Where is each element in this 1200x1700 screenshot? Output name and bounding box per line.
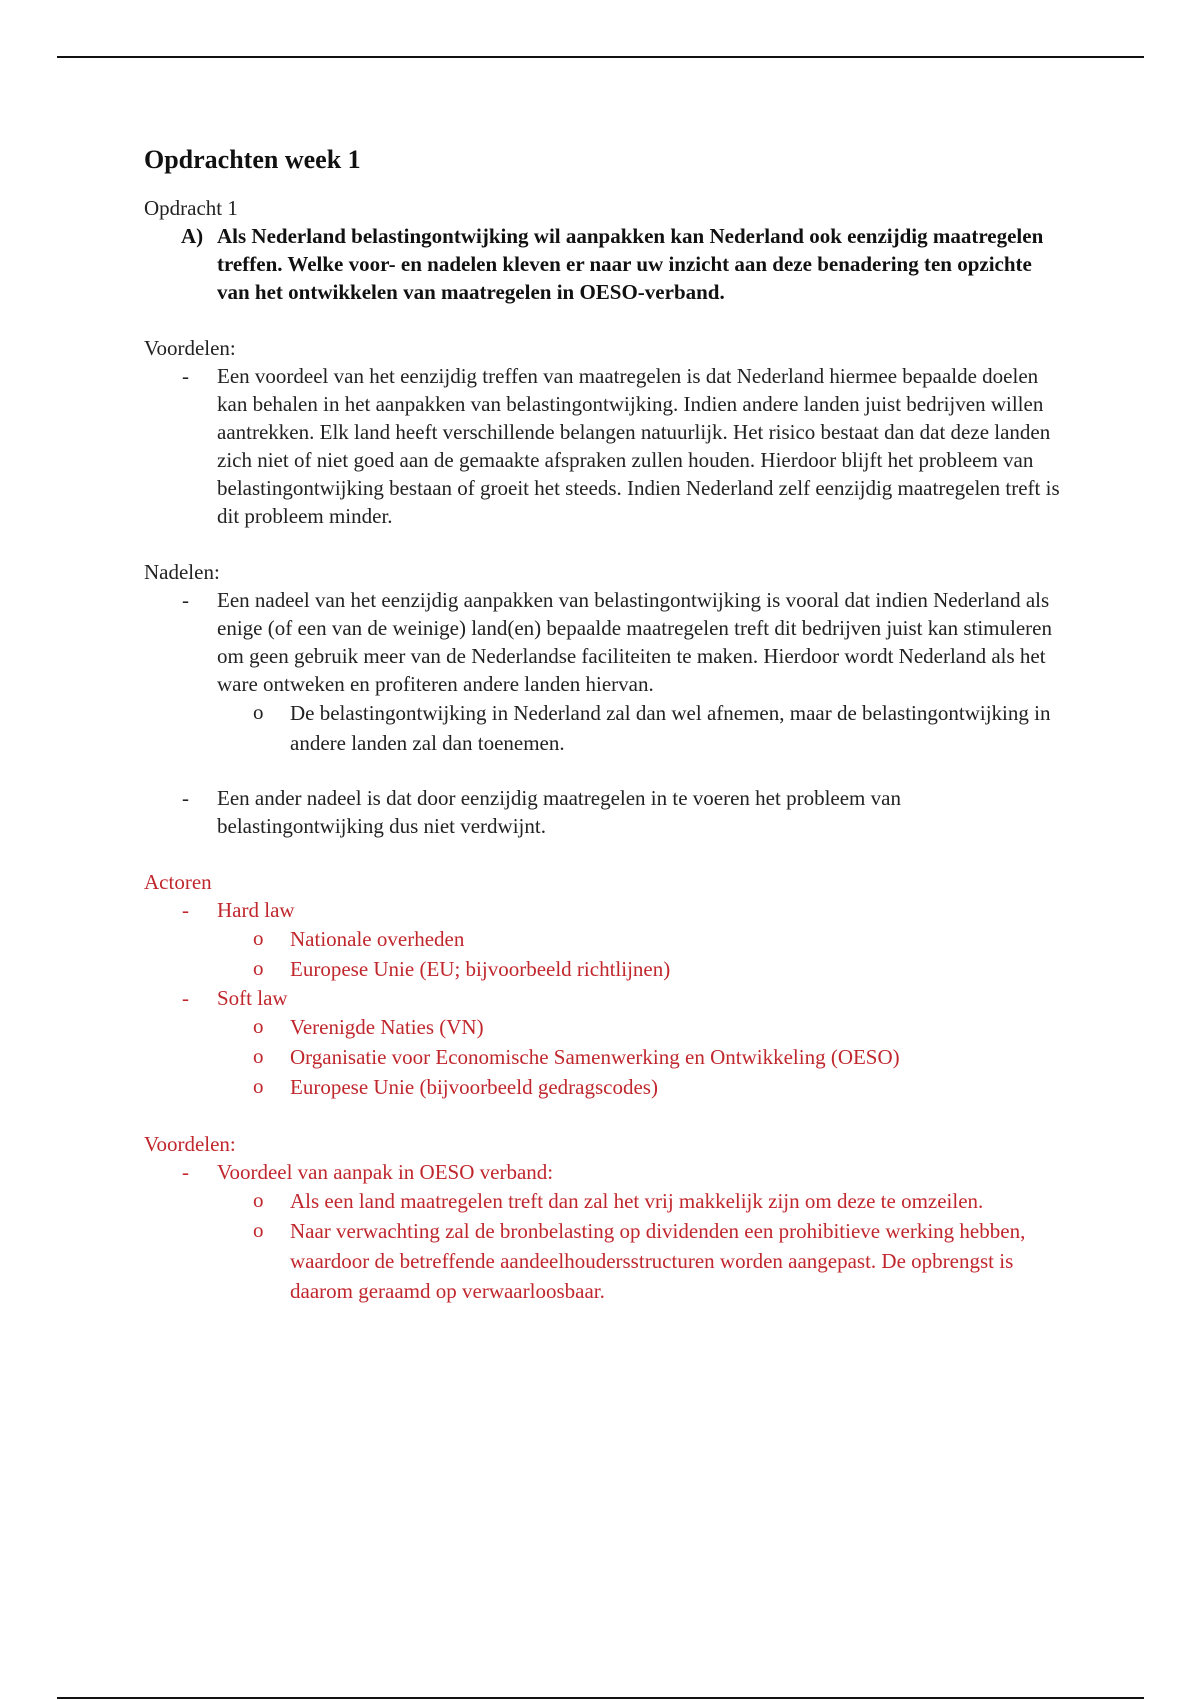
disadvantage-text: Een ander nadeel is dat door eenzijdig maatregelen in te voeren het probleem van belastingontwijking dus niet verdwijnt. [217,786,901,838]
disadvantage-text: Een nadeel van het eenzijdig aanpakken van belastingontwijking is vooral dat indien Nederland als enige (of een van de weinige) land(en) bepaalde maatregelen treft dit bedrijven juist kan stimuleren om geen gebruik meer van de Nederlandse faciliteiten te maken. Hierdoor wordt Nederland als het ware ontweken en profiteren andere landen hiervan. [217,588,1052,696]
dash-bullet: - [182,786,189,810]
actors-heading: Actoren [144,870,212,894]
advantage2-subtext: Als een land maatregelen treft dan zal het vrij makkelijk zijn om deze te omzeilen. [290,1189,984,1213]
actor-text: Verenigde Naties (VN) [290,1015,484,1039]
advantages-heading: Voordelen: [144,336,236,360]
circle-bullet: o [253,1218,264,1242]
list-subitem [144,1216,1064,1306]
advantage2-subtext: Naar verwachting zal de bronbelasting op dividenden een prohibitieve werking hebben, waardoor de betreffende aandeelhoudersstructuren worden aangepast. De opbrengst is daarom geraamd op verwaarloosbaar. [290,1219,1026,1303]
advantage-text: Een voordeel van het eenzijdig treffen van maatregelen is dat Nederland hiermee bepaalde doelen kan behalen in het aanpakken van belastingontwijking. Indien andere landen juist bedrijven willen aantrekken. Elk land heeft verschillende belangen natuurlijk. Het risico bestaat dan dat deze landen zich niet of niet goed aan de gemaakte afspraken zullen houden. Hierdoor blijft het probleem van belastingontwijking bestaan of groeit het steeds. Indien Nederland zelf eenzijdig maatregelen treft is dit probleem minder. [217,364,1060,528]
page-top-rule [57,56,1144,58]
circle-bullet: o [253,700,264,724]
list-subitem [144,924,1064,954]
list-subitem [144,1186,1064,1216]
disadvantages-heading: Nadelen: [144,560,220,584]
actor-text: Europese Unie (bijvoorbeeld gedragscodes) [290,1075,658,1099]
dash-bullet: - [182,588,189,612]
dash-bullet: - [182,898,189,922]
list-subitem [144,1042,1064,1072]
dash-bullet: - [182,364,189,388]
circle-bullet: o [253,1074,264,1098]
question-a [144,222,1064,306]
circle-bullet: o [253,926,264,950]
actor-text: Nationale overheden [290,927,465,951]
list-item [144,784,1064,840]
disadvantage-subtext: De belastingontwijking in Nederland zal dan wel afnemen, maar de belastingontwijking in andere landen zal dan toenemen. [290,701,1051,755]
list-item [144,1158,1064,1186]
circle-bullet: o [253,1044,264,1068]
list-item [144,896,1064,924]
actor-text: Organisatie voor Economische Samenwerking en Ontwikkeling (OESO) [290,1045,900,1069]
question-text: Als Nederland belastingontwijking wil aanpakken kan Nederland ook eenzijdig maatregelen treffen. Welke voor- en nadelen kleven er naar uw inzicht aan deze benadering ten opzichte van het ontwikkelen van maatregelen in OESO-verband. [217,224,1044,304]
list-item [144,984,1064,1012]
question-label: A) [181,224,204,248]
list-item [144,586,1064,698]
dash-bullet: - [182,986,189,1010]
document-page [144,142,1064,1306]
document-title: Opdrachten week 1 [144,145,361,174]
assignment-label: Opdracht 1 [144,196,238,220]
list-subitem [144,954,1064,984]
list-item [144,362,1064,530]
list-subitem [144,698,1064,758]
list-subitem [144,1072,1064,1102]
actors-section [144,868,1064,1306]
actor-text: Europese Unie (EU; bijvoorbeeld richtlijnen) [290,957,671,981]
dash-bullet: - [182,1160,189,1184]
list-subitem [144,1012,1064,1042]
circle-bullet: o [253,1014,264,1038]
hard-law-label: Hard law [217,898,295,922]
circle-bullet: o [253,1188,264,1212]
soft-law-label: Soft law [217,986,288,1010]
circle-bullet: o [253,956,264,980]
advantage2-text: Voordeel van aanpak in OESO verband: [217,1160,554,1184]
page-bottom-rule [57,1697,1144,1699]
advantages2-heading: Voordelen: [144,1132,236,1156]
